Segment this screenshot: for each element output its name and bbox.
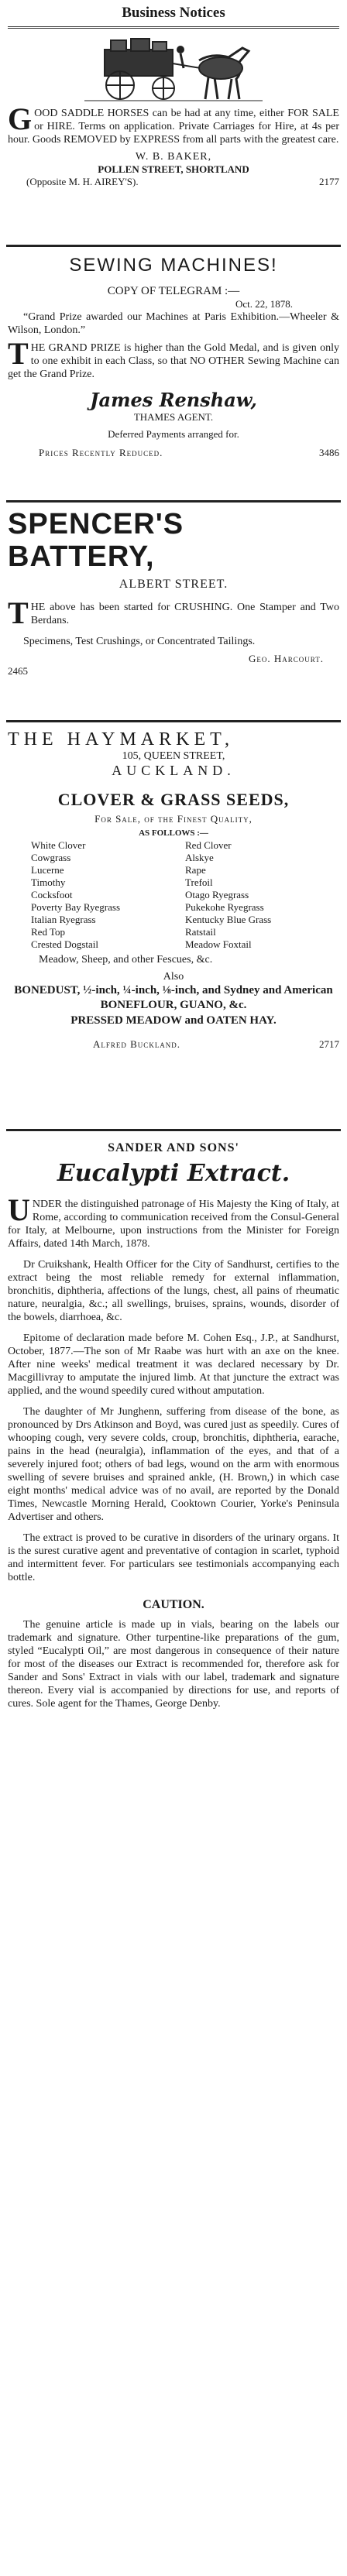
seed-item: Red Clover <box>185 839 232 851</box>
battery-street: ALBERT STREET. <box>119 578 228 591</box>
baker-opposite: (Opposite M. H. AIREY'S). <box>26 176 139 187</box>
seed-item: Poverty Bay Ryegrass <box>31 901 121 913</box>
seed-item: Kentucky Blue Grass <box>185 914 272 925</box>
drop-cap: T <box>8 336 29 371</box>
haymarket-advertisement <box>8 725 339 1124</box>
baker-body: OOD SADDLE HORSES can be had at any time, either FOR SALE or HIRE. Terms on application. Private Carriages for Hire, at 4s per hour. Goods REMOVED by EXPRESS from all parts with the greatest care. <box>8 108 339 146</box>
section-header: Business Notices <box>8 0 339 29</box>
battery-signature: Geo. Harcourt. <box>249 653 324 664</box>
sander-advertisement <box>8 1134 339 2571</box>
drop-cap: G <box>8 101 33 136</box>
seed-item: Red Top <box>31 926 65 938</box>
caution-heading: CAUTION. <box>143 1598 204 1611</box>
ad-number: 2717 <box>319 1038 339 1050</box>
seed-item: Italian Ryegrass <box>31 914 96 925</box>
battery-title-line1: SPENCER'S <box>8 508 184 540</box>
seed-item: Pukekohe Ryegrass <box>185 901 264 913</box>
agent-title: THAMES AGENT. <box>133 411 214 423</box>
sander-curative: The extract is proved to be curative in disorders of the urinary organs. It is the surest curative agent and preventative of contagion in scarlet, typhoid and intermittent fever. For particulars see testimonials accompanying each bottle. <box>8 1532 339 1583</box>
seed-item: White Clover <box>31 839 86 851</box>
drop-cap: T <box>8 595 29 630</box>
telegram-quote: “Grand Prize awarded our Machines at Paris Exhibition.—Wheeler & Wilson, London.” <box>8 311 339 336</box>
battery-body: HE above has been started for CRUSHING. One Stamper and Two Berdans. <box>30 602 339 626</box>
also-label: Also <box>163 971 184 983</box>
haymarket-city: AUCKLAND. <box>112 763 235 778</box>
seed-item: Alskye <box>185 852 214 863</box>
seed-item: Lucerne <box>31 864 64 876</box>
seed-item: Otago Ryegrass <box>185 889 249 900</box>
as-follows: AS FOLLOWS :— <box>139 828 208 838</box>
sewing-machines-advertisement <box>8 249 339 496</box>
divider <box>6 500 341 503</box>
battery-specimens: Specimens, Test Crushings, or Concentrated Tailings. <box>23 636 256 647</box>
divider <box>6 720 341 722</box>
haymarket-signature: Alfred Buckland. <box>93 1038 181 1050</box>
for-sale: For Sale, of the Finest Quality, <box>94 813 253 825</box>
divider <box>6 245 341 247</box>
seed-item: Cowgrass <box>31 852 71 863</box>
haymarket-address: 105, QUEEN STREET, <box>122 750 225 762</box>
baker-name: W. B. BAKER, <box>135 151 212 163</box>
sander-title: SANDER AND SONS' <box>108 1141 239 1154</box>
sander-health-officer: Dr Cruikshank, Health Officer for the City of Sandhurst, certifies to the extract being the most reliable remedy for external inflammation, bronchitis, diphtheria, affections of the lungs, chest, all pains of rheumatic nature, neuralgia, &c.; all swellings, bruises, sprains, wounds, disorder of the bowels, diarrhoea, &c. <box>8 1259 339 1323</box>
ad-number: 3486 <box>319 447 339 458</box>
seed-item: Meadow Foxtail <box>185 938 252 950</box>
pressed-hay: PRESSED MEADOW and OATEN HAY. <box>70 1014 277 1027</box>
telegram-heading: COPY OF TELEGRAM :— <box>107 285 240 297</box>
haymarket-title: THE HAYMARKET, <box>8 729 234 749</box>
divider <box>6 1129 341 1131</box>
sander-caution-text: The genuine article is made up in vials, bearing on the labels our trademark and signature. Other turpentine-like preparations of the gum, styled “Eucalypti Oil,” are most dangerous in consequence of their nature for most of the diseases our Extract is recommended for, therefore ask for Sander and Sons' Extract in vials with our label, trademark and signature thereon. Every vial is accompanied by directions for use, and reports of cures. Sole agent for the Thames, George Denby. <box>8 1619 339 1710</box>
seed-item: Cocksfoot <box>31 889 73 900</box>
baker-advertisement <box>8 31 339 242</box>
horse-wagon-illustration <box>77 34 270 102</box>
battery-title-line2: BATTERY, <box>8 540 155 573</box>
seed-list <box>31 839 339 951</box>
seed-item: Timothy <box>31 876 66 888</box>
ad-number: 2465 <box>8 665 28 677</box>
sander-cures: The daughter of Mr Junghenn, suffering from disease of the bone, as pronounced by Drs Atkinson and Boyd, was cured just as speedily. Cures of whooping cough, very severe colds, croup, bronchitis, diphtheria, earache, pains in the head (neuralgia), inflammation of the eyes, and that of a severely injured foot; others of bad legs, wound on the arm with enormous swelling of severe bruises and sprained ankle, (H. Brown,) in which case eight months' medical advice was of no avail, are reported by the Donald Times, Newcastle Morning Herald, Cooktown Courier, Yorke's Peninsula Advertiser and others. <box>8 1406 339 1523</box>
prices-reduced: Prices Recently Reduced. <box>39 447 163 458</box>
seed-item: Trefoil <box>185 876 213 888</box>
seed-item: Rape <box>185 864 206 876</box>
product-name: Eucalypti Extract. <box>57 1160 290 1187</box>
baker-street: POLLEN STREET, SHORTLAND <box>98 163 249 175</box>
fescues: Meadow, Sheep, and other Fescues, &c. <box>39 954 213 966</box>
bonedust-line: BONEDUST, ½-inch, ¼-inch, ⅛-inch, and Sydney and American BONEFLOUR, GUANO, &c. <box>14 984 333 1011</box>
seed-item: Ratstail <box>185 926 216 938</box>
telegram-date: Oct. 22, 1878. <box>235 298 293 310</box>
deferred-payments: Deferred Payments arranged for. <box>108 428 239 440</box>
agent-name: James Renshaw, <box>90 389 257 411</box>
sewing-body: HE GRAND PRIZE is higher than the Gold Medal, and is given only to one exhibit in each Class, so that NO OTHER Sewing Machine can get the Grand Prize. <box>8 342 339 380</box>
drop-cap: U <box>8 1192 30 1227</box>
ad-number: 2177 <box>319 176 339 187</box>
seed-item: Crested Dogstail <box>31 938 99 950</box>
seeds-heading: CLOVER & GRASS SEEDS, <box>57 790 290 809</box>
battery-advertisement <box>8 505 339 715</box>
sewing-title: SEWING MACHINES! <box>69 255 278 276</box>
sander-declaration: Epitome of declaration made before M. Cohen Esq., J.P., at Sandhurst, October, 1877.—The son of Mr Raabe was hurt with an axe on the knee. After nine weeks' medical treatment it was declared necessary by Dr. Macgillivray to amputate the injured limb. At that juncture the extract was applied, and the wound speedily cured without amputation. <box>8 1333 339 1397</box>
sander-patronage: NDER the distinguished patronage of His Majesty the King of Italy, at Rome, according to communication received from the Consul-General for Italy, at Melbourne, upon instructions from the Minister for Foreign Affairs, dated 14th March, 1878. <box>8 1199 339 1250</box>
